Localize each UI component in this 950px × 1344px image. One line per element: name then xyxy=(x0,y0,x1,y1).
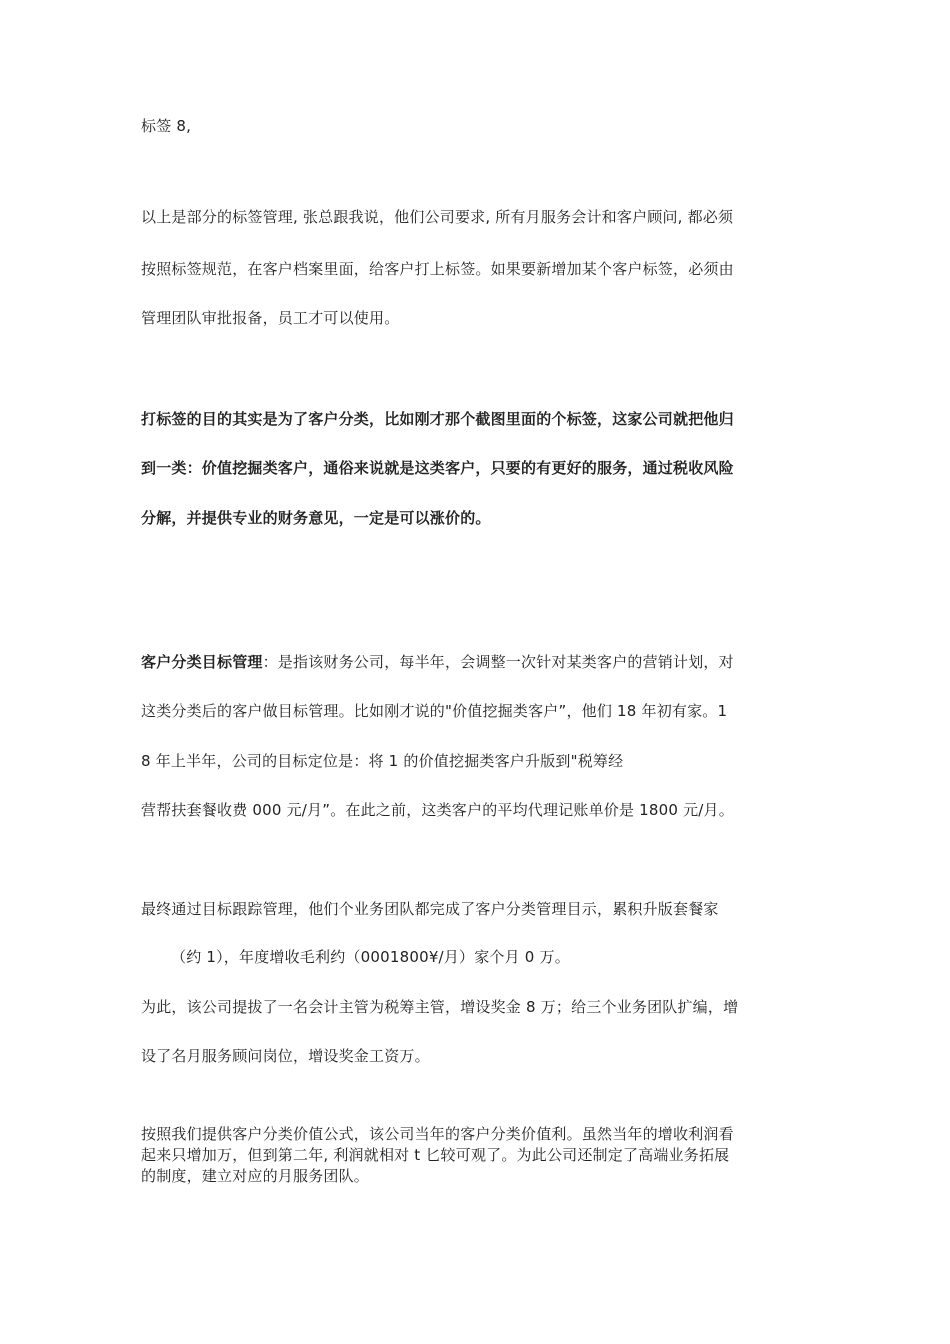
paragraph-line: 以上是部分的标签管理, 张总跟我说，他们公司要求, 所有月服务会计和客户顾问, 都必须 xyxy=(141,208,734,226)
bold-paragraph-line: 打标签的目的其实是为了客户分类，比如刚才那个截图里面的个标签，这家公司就把他归 xyxy=(141,410,734,428)
paragraph-line: 8 年上半年，公司的目标定位是：将 1 的价值挖掘类客户升版到"税筹经 xyxy=(141,752,624,770)
paragraph-line: 按照我们提供客户分类价值公式，该公司当年的客户分类价值利。虽然当年的增收利润看 xyxy=(141,1125,734,1143)
paragraph-line: 按照标签规范，在客户档案里面，给客户打上标签。如果要新增加某个客户标签，必须由 xyxy=(141,260,734,278)
paragraph-line: 起来只增加万，但到第二年, 利润就相对 t 匕较可观了。为此公司还制定了高端业务拓展 xyxy=(141,1146,730,1164)
paragraph-line: 设了名月服务顾问岗位，增设奖金工资万。 xyxy=(141,1047,430,1065)
bold-paragraph-line: 分解，并提供专业的财务意见，一定是可以涨价的。 xyxy=(141,509,491,527)
paragraph-line: 营帮扶套餐收费 000 元/月”。在此之前，这类客户的平均代理记账单价是 1800 元/月。 xyxy=(141,801,734,819)
paragraph-line: 管理团队审批报备，员工才可以使用。 xyxy=(141,309,400,327)
paragraph-line: 最终通过目标跟踪管理，他们个业务团队都完成了客户分类管理目示，累积升版套餐家 xyxy=(141,900,719,918)
paragraph-line: 这类分类后的客户做目标管理。比如刚才说的"价值挖掘类客户”，他们 18 年初有家。1 xyxy=(141,702,728,720)
bold-paragraph-line: 到一类：价值挖掘类客户，通俗来说就是这类客户，只要的有更好的服务，通过税收风险 xyxy=(141,459,734,477)
paragraph-tag-label: 标签 8, xyxy=(141,117,192,135)
paragraph-line xyxy=(141,652,821,672)
paragraph-line: （约 1），年度增收毛利约（0001800¥/月）家个月 0 万。 xyxy=(171,948,570,966)
paragraph-line: 的制度，建立对应的月服务团队。 xyxy=(141,1167,370,1185)
term-heading: 客户分类目标管理 xyxy=(141,653,263,671)
paragraph-line: 为此，该公司提拔了一名会计主管为税筹主管，增设奖金 8 万；给三个业务团队扩编，增 xyxy=(141,998,739,1016)
term-definition: ：是指该财务公司，每半年，会调整一次针对某类客户的营销计划，对 xyxy=(262,653,734,671)
